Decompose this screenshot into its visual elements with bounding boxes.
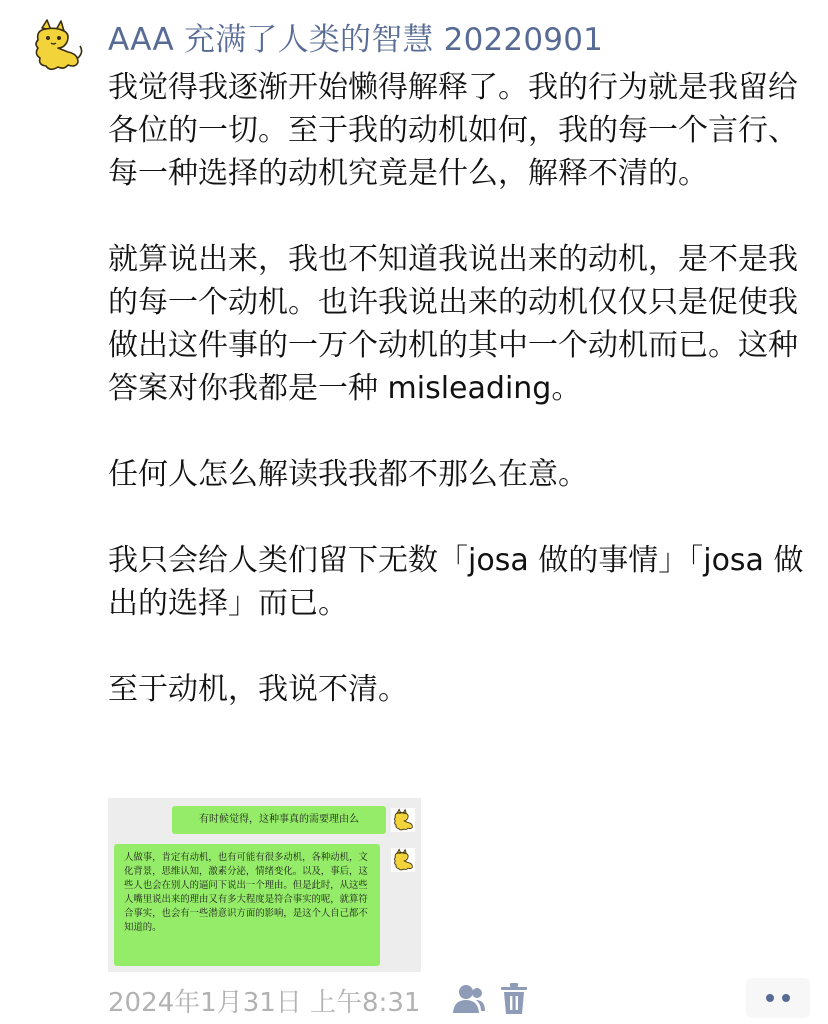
author-avatar[interactable] <box>28 18 84 74</box>
paragraph-gap <box>108 410 808 453</box>
post-timestamp: 2024年1月31日 上午8:31 <box>108 988 421 1018</box>
paragraph-gap <box>108 496 808 539</box>
chat-avatar <box>391 848 415 872</box>
chat-avatar <box>391 808 415 832</box>
attached-chat-screenshot[interactable] <box>108 798 421 972</box>
post-content <box>108 66 808 711</box>
friends-visibility-icon[interactable] <box>452 983 486 1015</box>
post-paragraph: 我觉得我逐渐开始懒得解释了。我的行为就是我留给各位的一切。至于我的动机如何，我的每一个言行、每一种选择的动机究竟是什么，解释不清的。 <box>108 70 798 191</box>
paragraph-gap <box>108 195 808 238</box>
chat-bubble: 人做事，肯定有动机，也有可能有很多动机，各种动机，文化背景，思维认知，激素分泌，情绪变化。以及，事后，这些人也会在别人的逼问下说出一个理由。但是此时，从这些人嘴里说出来的理由又有多大程度是符合事实的呢，就算符合事实，也会有一些潜意识方面的影响，是这个人自己都不知道的。 <box>114 844 380 966</box>
yellow-cat-avatar-icon <box>391 848 415 872</box>
author-name[interactable]: AAA 充满了人类的智慧 20220901 <box>108 22 604 58</box>
more-button[interactable] <box>746 978 810 1018</box>
chat-bubble: 有时候觉得，这种事真的需要理由么 <box>172 806 386 834</box>
post-paragraph: 至于动机，我说不清。 <box>108 672 408 707</box>
more-dots-icon <box>746 978 810 1018</box>
paragraph-gap <box>108 625 808 668</box>
trash-icon[interactable] <box>500 983 528 1015</box>
yellow-cat-avatar-icon <box>391 808 415 832</box>
post-paragraph: 任何人怎么解读我我都不那么在意。 <box>108 457 588 492</box>
post-paragraph: 就算说出来，我也不知道我说出来的动机，是不是我的每一个动机。也许我说出来的动机仅仅只是促使我做出这件事的一万个动机的其中一个动机而已。这种答案对你我都是一种 misleading。 <box>108 242 798 406</box>
yellow-cat-avatar-icon <box>28 18 84 74</box>
post-paragraph: 我只会给人类们留下无数「josa 做的事情」「josa 做出的选择」而已。 <box>108 543 804 621</box>
